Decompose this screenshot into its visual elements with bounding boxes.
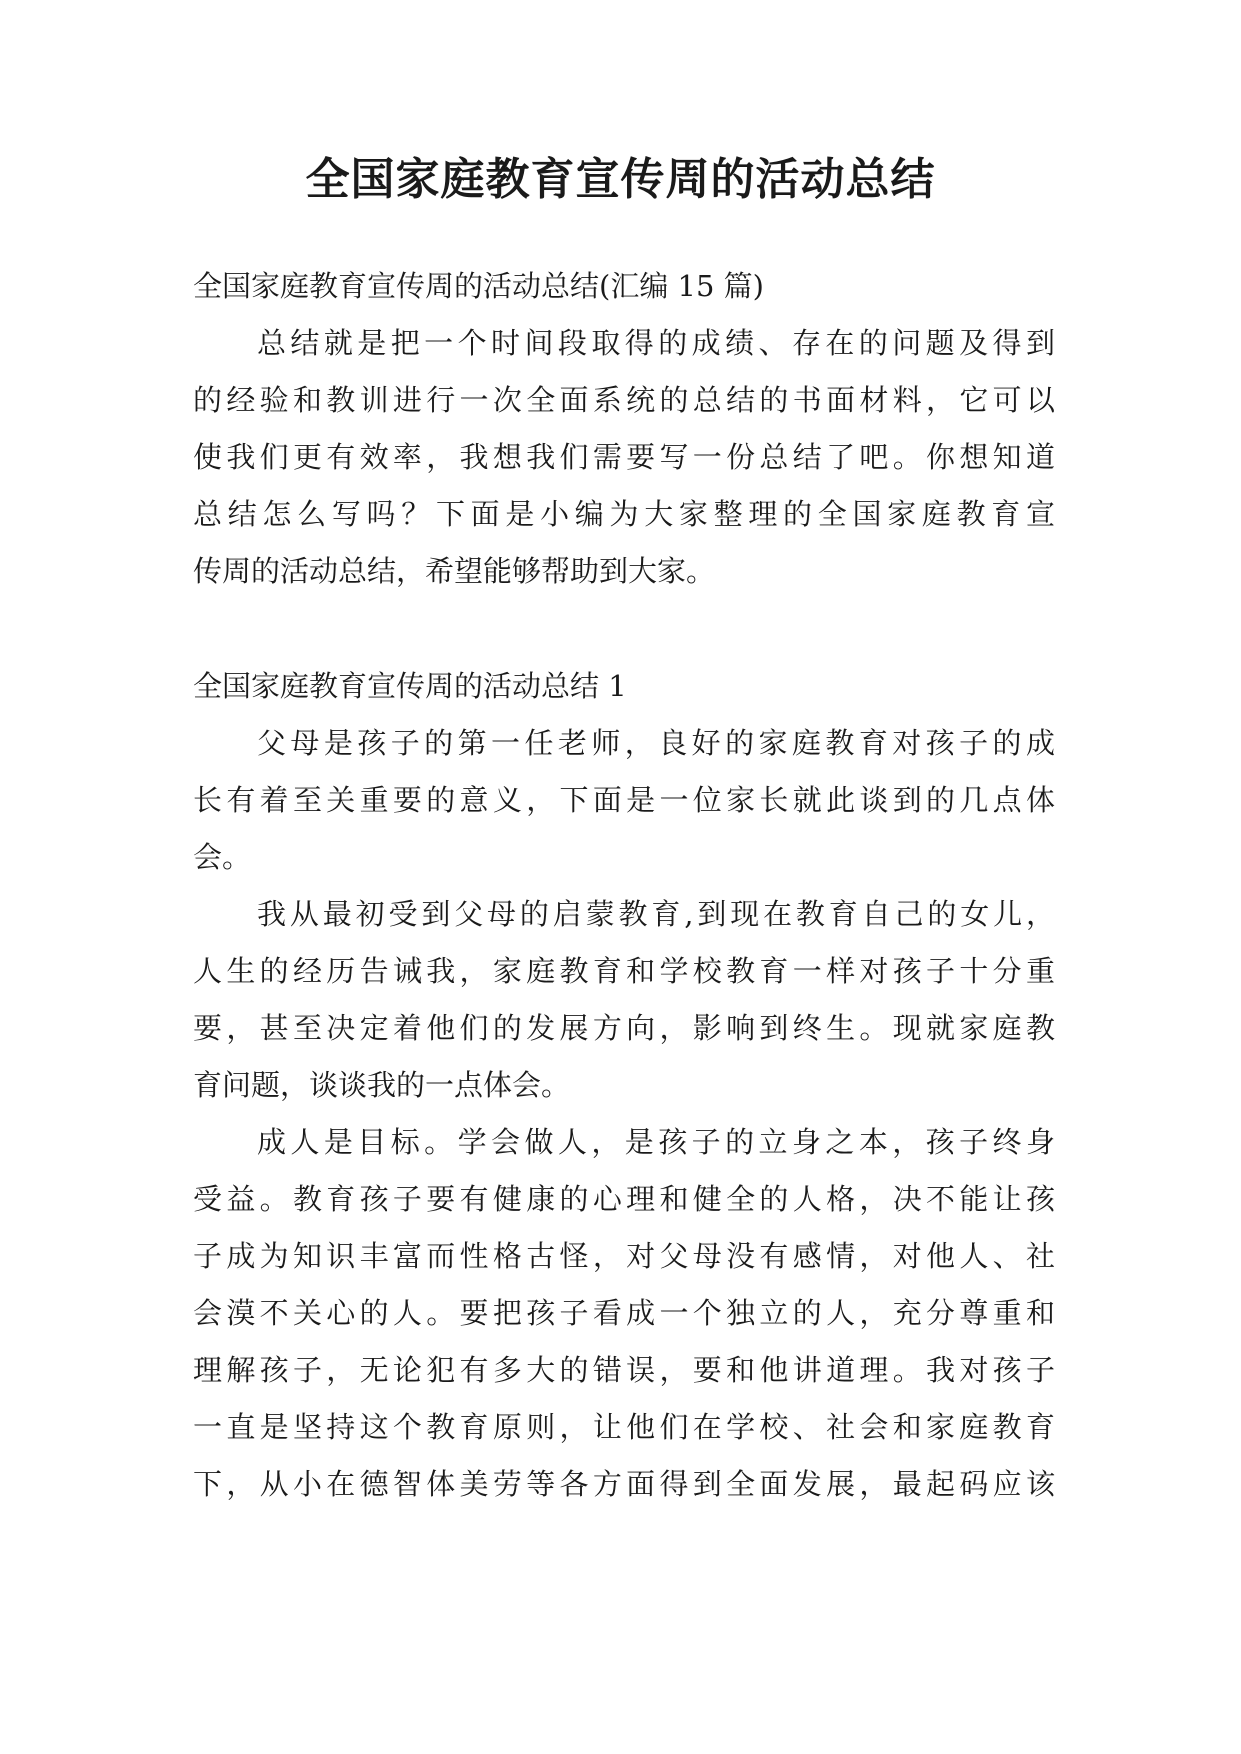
text-line: 理解孩子，无论犯有多大的错误，要和他讲道理。我对孩子 [193,1353,1055,1387]
text-line: 总结怎么写吗？下面是小编为大家整理的全国家庭教育宣 [193,497,1055,531]
text-line: 受益。教育孩子要有健康的心理和健全的人格，决不能让孩 [193,1182,1055,1216]
paragraph-3 [193,1114,1055,1513]
text-line: 育问题，谈谈我的一点体会。 [193,1068,571,1102]
text-line: 总结就是把一个时间段取得的成绩、存在的问题及得到 [257,326,1055,360]
text-line: 成人是目标。学会做人，是孩子的立身之本，孩子终身 [257,1125,1055,1159]
text-line: 下，从小在德智体美劳等各方面得到全面发展，最起码应该 [193,1467,1055,1501]
text-line: 传周的活动总结，希望能够帮助到大家。 [193,554,716,588]
intro-paragraph [193,315,1055,600]
text-line: 父母是孩子的第一任老师，良好的家庭教育对孩子的成 [257,726,1055,760]
text-line: 人生的经历告诫我，家庭教育和学校教育一样对孩子十分重 [193,954,1055,988]
text-line: 会。 [193,840,252,874]
text-line: 我从最初受到父母的启蒙教育,到现在教育自己的女儿， [257,897,1055,931]
text-line: 的经验和教训进行一次全面系统的总结的书面材料，它可以 [193,383,1055,417]
text-line: 会漠不关心的人。要把孩子看成一个独立的人，充分尊重和 [193,1296,1055,1330]
text-line: 长有着至关重要的意义，下面是一位家长就此谈到的几点体 [193,783,1055,817]
document-body [193,258,1055,1513]
paragraph-2 [193,886,1055,1114]
document-subtitle: 全国家庭教育宣传周的活动总结(汇编 15 篇) [193,269,764,303]
section-heading: 全国家庭教育宣传周的活动总结 1 [193,669,627,703]
document-title: 全国家庭教育宣传周的活动总结 [305,154,936,205]
paragraph-1 [193,715,1055,886]
section-spacer [193,600,1055,658]
text-line: 子成为知识丰富而性格古怪，对父母没有感情，对他人、社 [193,1239,1055,1273]
text-line: 使我们更有效率，我想我们需要写一份总结了吧。你想知道 [193,440,1055,474]
text-line: 一直是坚持这个教育原则，让他们在学校、社会和家庭教育 [193,1410,1055,1444]
text-line: 要，甚至决定着他们的发展方向，影响到终生。现就家庭教 [193,1011,1055,1045]
